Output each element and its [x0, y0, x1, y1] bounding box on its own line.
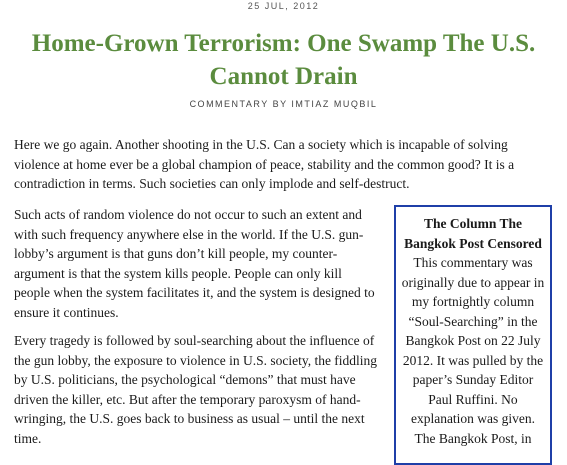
article-paragraph-3: Every tragedy is followed by soul-searching about the influence of the gun lobby, the exposure to violence in U.S. society, the fiddling by U.S. politicians, the psychological “demons” that must have driven the killer, etc. But after the temporary paroxysm of hand-wringing, the U.S. goes back to business as usual – until the next time. — [14, 333, 378, 446]
article-paragraph-2: Such acts of random violence do not occur to such an extent and with such frequency anywhere else in the world. If the U.S. gun-lobby’s argument is that guns don’t kill people, my counter-argument is that the system kills people. People can only kill people when the system facilitates it, and the system is designed to ensure it continues. — [14, 207, 375, 320]
article-date: 25 JUL, 2012 — [247, 1, 320, 11]
article-title: Home-Grown Terrorism: One Swamp The U.S. Cannot Drain — [31, 30, 536, 90]
article-paragraph-1: Here we go again. Another shooting in the U.S. Can a society which is incapable of solving violence at home ever be a global champion of peace, stability and the common good? It is a contradiction in terms. Such societies can only implode and self-destruct. — [14, 137, 515, 191]
sidebar-body: This commentary was originally due to appear in my fortnightly column “Soul-Searching” in the Bangkok Post on 22 July 2012. It was pulled by the paper’s Sunday Editor Paul Ruffini. No explanation was given. — [401, 255, 545, 426]
sidebar-title: The Column The Bangkok Post Censored — [404, 216, 542, 251]
censored-sidebar — [394, 205, 552, 465]
sidebar-body-continued: The Bangkok Post, in — [414, 430, 532, 446]
article-byline: COMMENTARY BY IMTIAZ MUQBIL — [189, 99, 378, 109]
